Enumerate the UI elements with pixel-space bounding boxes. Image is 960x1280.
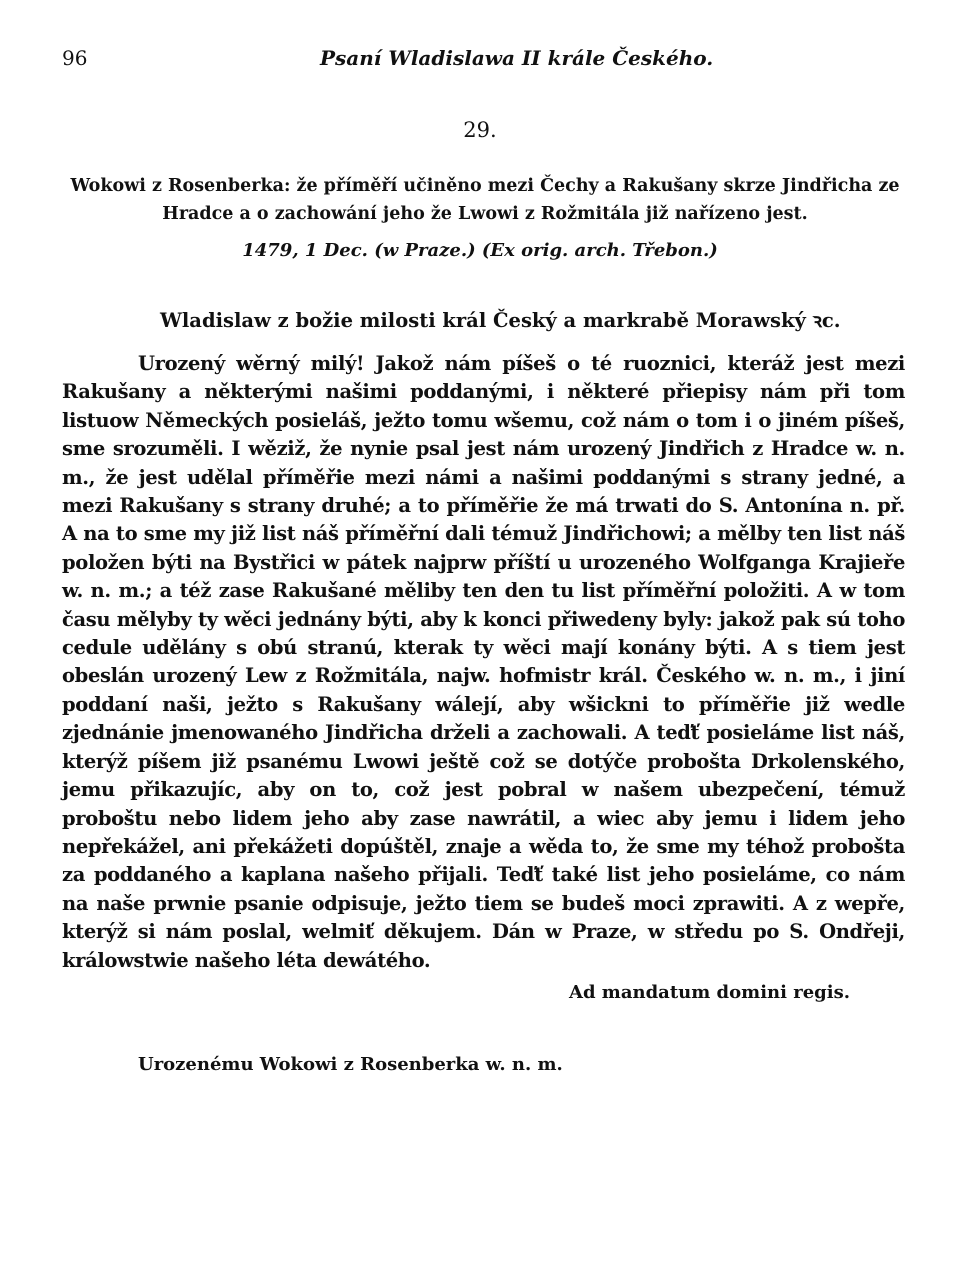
subscription: Ad mandatum domini regis. bbox=[568, 982, 850, 1003]
regest-summary: Wokowi z Rosenberka: že příměří učiněno mezi Čechy a Rakušany skrze Jindřicha ze Hradce a o zachowání jeho že Lwowi z Rožmitála již nařízeno jest. bbox=[70, 176, 900, 224]
running-title: Psaní Wladislawa II krále Českého. bbox=[320, 46, 714, 70]
document-number: 29. bbox=[463, 118, 497, 142]
address-line: Urozenému Wokowi z Rosenberka w. n. m. bbox=[138, 1054, 563, 1075]
page-number: 96 bbox=[62, 46, 88, 70]
letter-body: Urozený wěrný milý! Jakož nám píšeš o té ruoznici, kteráž jest mezi Rakušany a některými našimi poddanými, i některé přiepisy nám při tom listuow Německých posieláš, ježto tomu wšemu, což nám o tom i o jiném píšeš, sme srozuměli. I wěziž, že nynie psal jest nám urozený Jindřich z Hradce w. n. m., že jest udělal příměřie mezi námi a našimi poddanými s strany jedné, a mezi Rakušany s strany druhé; a to příměřie že má trwati do S. Antonína n. př. A na to sme my již list náš příměřní dali témuž Jindřichowi; a mělby ten list náš položen býti na Bystřici w pátek najprw příští u urozeného Wolfganga Krajieře w. n. m.; a též zase Rakušané měliby ten den tu list příměřní položiti. A w tom času mělyby ty wěci jednány býti, aby k konci přiwedeny byly: jakož pak sú toho cedule udělány s obú stranú, kterak ty wěci mají konány býti. A s tiem jest obeslán urozený Lew z Rožmitála, najw. hofmistr král. Českého w. n. m., i jiní poddaní naši, ježto s Rakušany wálejí, aby wšickni to příměřie již wedle zjednánie jmenowaného Jindřicha drželi a zachowali. A teďť posieláme list náš, kterýž píšem již psanému Lwowi ještě což se dotýče probošta Drkolenského, jemu přikazujíc, aby on to, což jest pobral w našem ubezpečení, témuž proboštu nebo lidem jeho aby zase nawrátil, a wiec aby jemu i lidem jeho nepřekážel, ani překážeti dopúštěl, znaje a wěda to, že sme my téhož probošta za poddaného a kaplana našeho přijali. Teďť také list jeho posieláme, co nám na naše prwnie psanie odpisuje, ježto tiem se budeš moci zprawiti. A z wepře, kterýž si nám poslal, welmiť děkujem. Dán w Praze, w středu po S. Ondřeji, králowstwie našeho léta dewátého. bbox=[62, 352, 905, 972]
date-line: 1479, 1 Dec. (w Praze.) (Ex orig. arch. Třebon.) bbox=[242, 240, 718, 261]
intitulatio: Wladislaw z božie milosti král Český a markrabě Morawský ꝛc. bbox=[160, 309, 841, 332]
